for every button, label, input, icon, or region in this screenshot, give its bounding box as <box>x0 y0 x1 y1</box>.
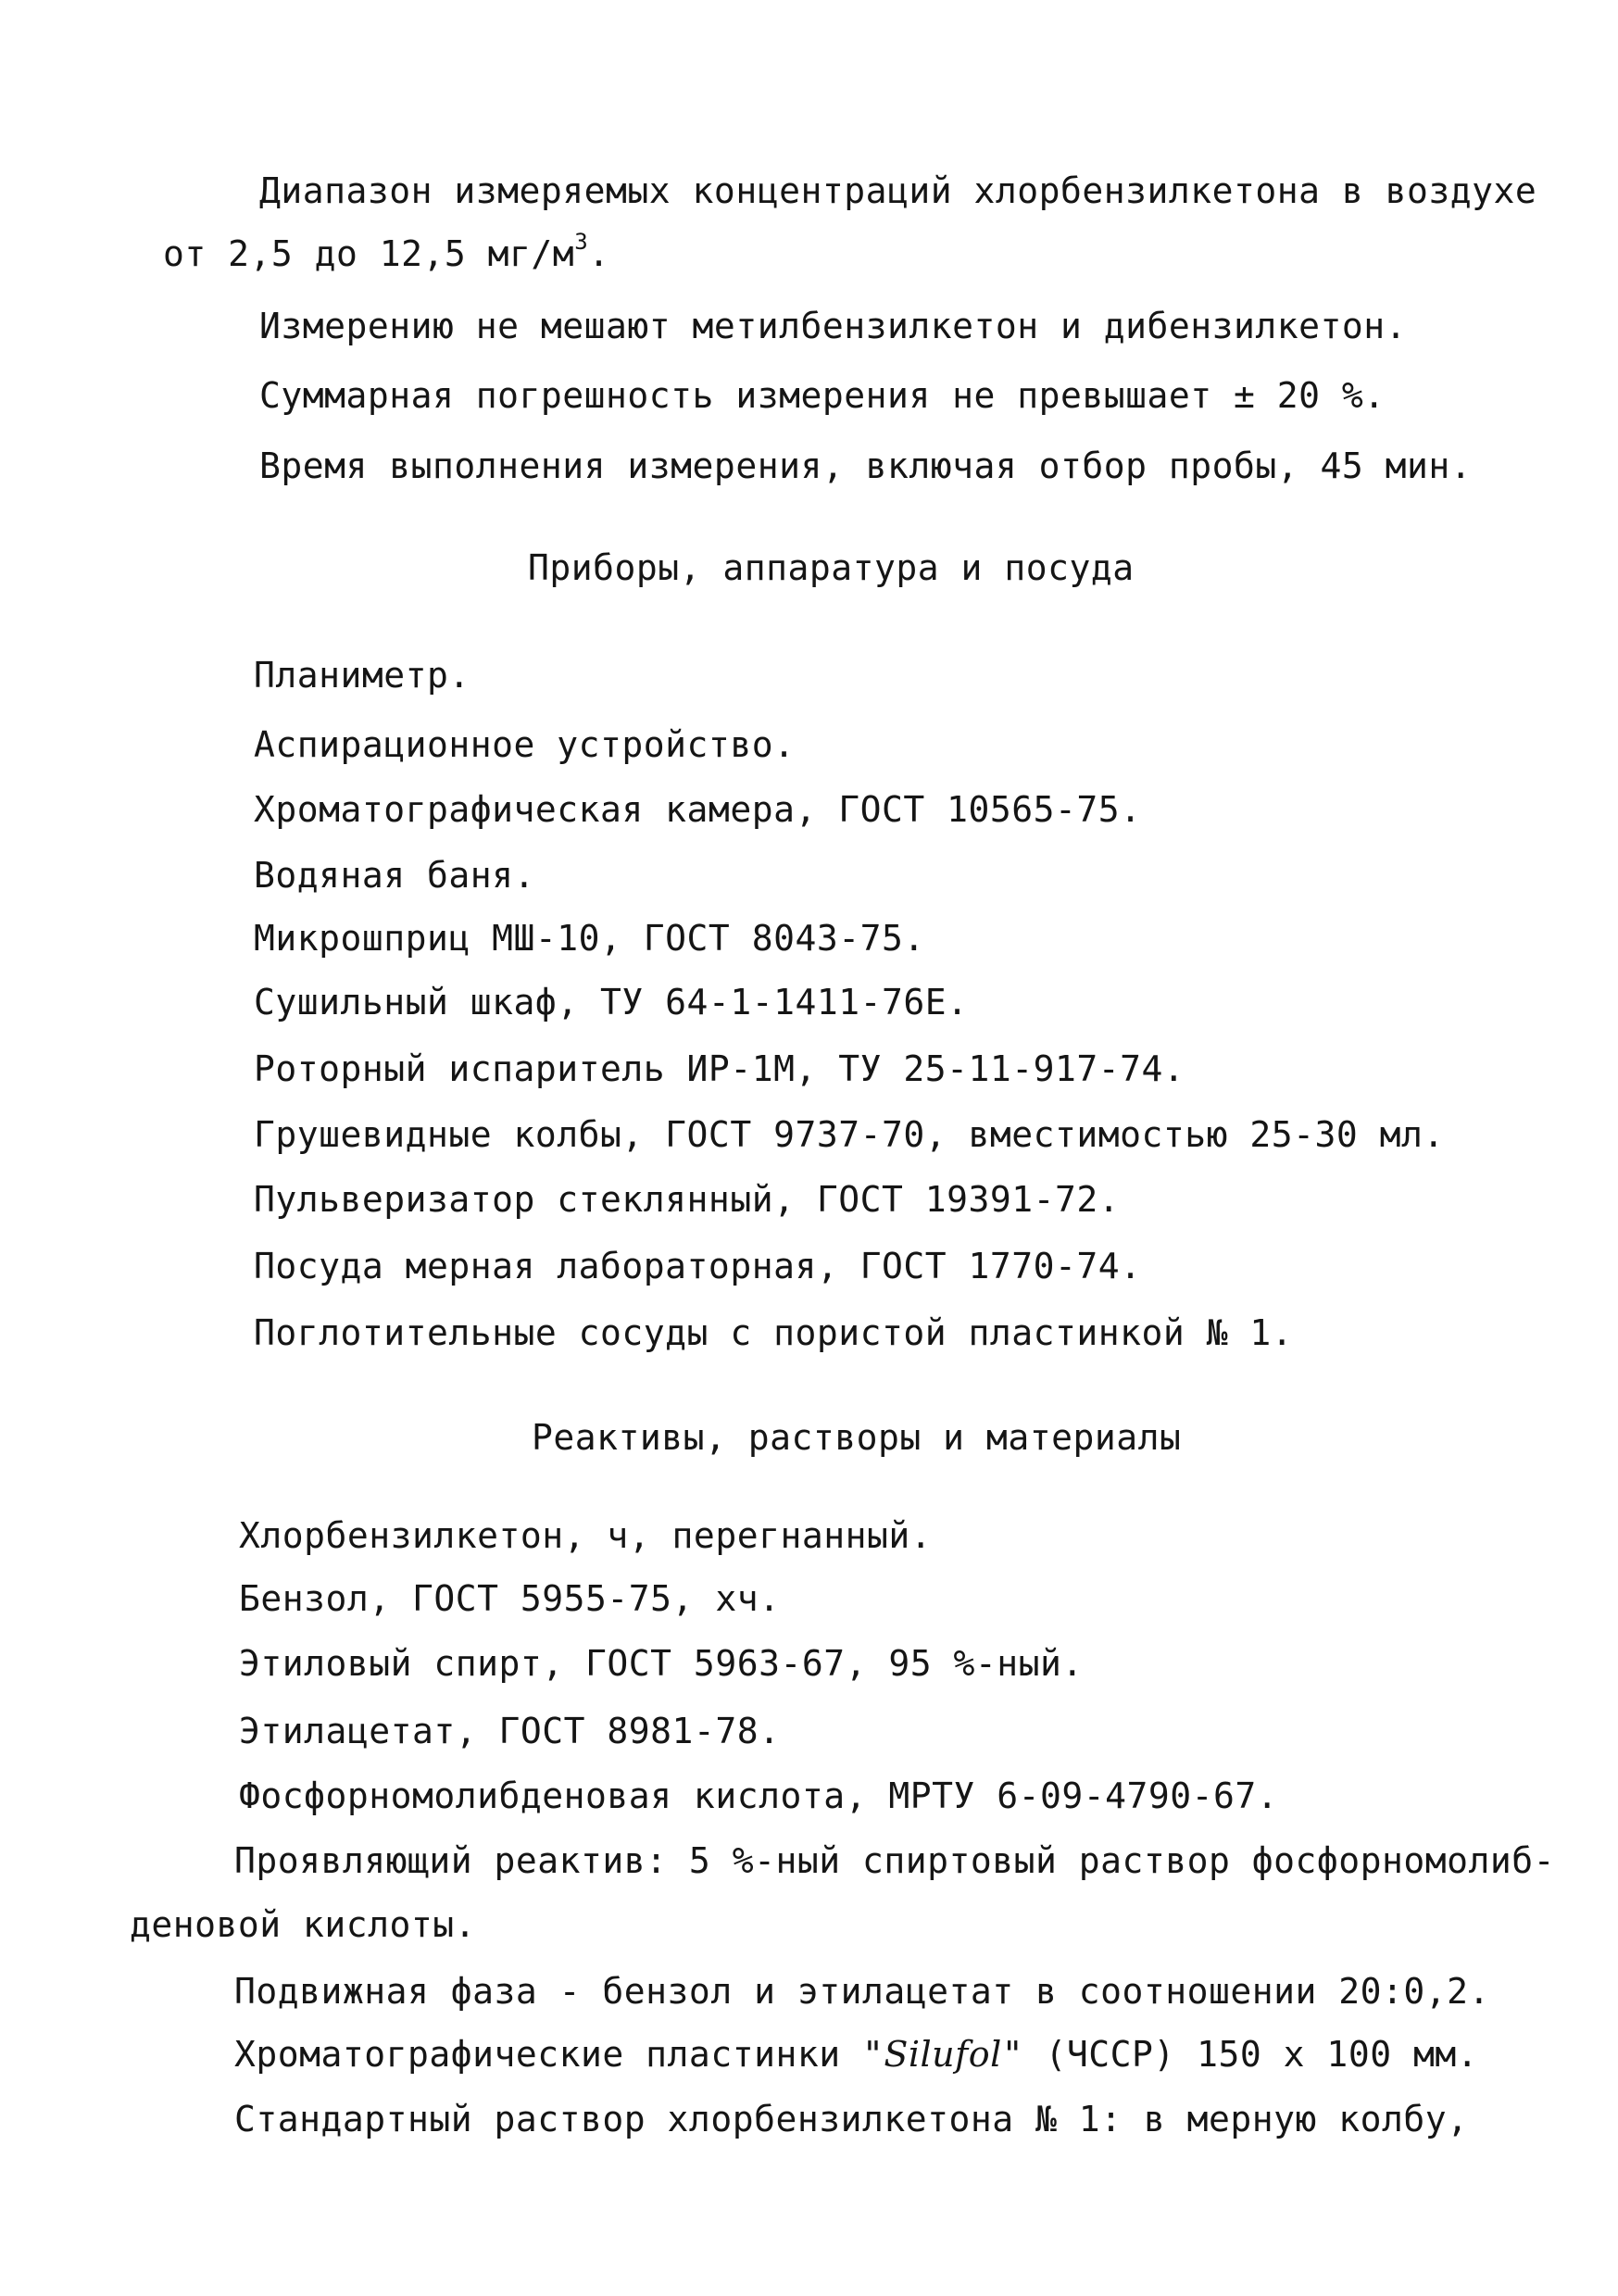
list-item: Бензол, ГОСТ 5955-75, хч. <box>239 1578 781 1619</box>
plates-line <box>234 2034 1479 2075</box>
list-item: Поглотительные сосуды с пористой пластинкой № 1. <box>254 1312 1294 1353</box>
list-item: Хлорбензилкетон, ч, перегнанный. <box>239 1515 933 1556</box>
list-item: Водяная баня. <box>254 855 535 896</box>
developer-line-2: деновой кислоты. <box>130 1904 477 1945</box>
list-item: Сушильный шкаф, ТУ 64-1-1411-76Е. <box>254 982 969 1023</box>
list-item: Посуда мерная лабораторная, ГОСТ 1770-74. <box>254 1246 1142 1286</box>
list-item: Микрошприц МШ-10, ГОСТ 8043-75. <box>254 918 925 959</box>
standard-solution-line: Стандартный раствор хлорбензилкетона № 1: в мерную колбу, <box>234 2099 1469 2139</box>
plates-suffix: " (ЧССР) 150 х 100 мм. <box>1001 2034 1479 2075</box>
range-period: . <box>588 233 610 274</box>
interference-line: Измерению не мешают метилбензилкетон и дибензилкетон. <box>259 306 1408 346</box>
range-line-2 <box>163 229 610 274</box>
duration-line: Время выполнения измерения, включая отбор пробы, 45 мин. <box>259 445 1473 486</box>
range-value: от 2,5 до 12,5 мг/м <box>163 233 575 274</box>
plates-prefix: Хроматографические пластинки " <box>234 2034 884 2075</box>
list-item: Роторный испаритель ИР-1М, ТУ 25-11-917-74. <box>254 1048 1185 1089</box>
equipment-heading: Приборы, аппаратура и посуда <box>528 547 1135 588</box>
list-item: Аспирационное устройство. <box>254 724 796 765</box>
list-item: Планиметр. <box>254 655 470 696</box>
list-item: Фосфорномолибденовая кислота, МРТУ 6-09-4790-67. <box>239 1775 1279 1816</box>
list-item: Этиловый спирт, ГОСТ 5963-67, 95 %-ный. <box>239 1643 1084 1684</box>
list-item: Грушевидные колбы, ГОСТ 9737-70, вместимостью 25-30 мл. <box>254 1114 1445 1155</box>
developer-line-1: Проявляющий реактив: 5 %-ный спиртовый раствор фосфорномолиб- <box>234 1840 1556 1881</box>
range-line-1: Диапазон измеряемых концентраций хлорбензилкетона в воздухе <box>259 170 1537 211</box>
mobile-phase-line: Подвижная фаза - бензол и этилацетат в соотношении 20:0,2. <box>234 1971 1490 2012</box>
list-item: Этилацетат, ГОСТ 8981-78. <box>239 1711 781 1751</box>
error-line: Суммарная погрешность измерения не превышает ± 20 %. <box>259 375 1386 416</box>
list-item: Хроматографическая камера, ГОСТ 10565-75. <box>254 789 1142 830</box>
plates-brand: Silufol <box>884 2034 1002 2075</box>
range-exponent: 3 <box>574 229 589 255</box>
reagents-heading: Реактивы, растворы и материалы <box>532 1417 1182 1458</box>
list-item: Пульверизатор стеклянный, ГОСТ 19391-72. <box>254 1179 1121 1220</box>
